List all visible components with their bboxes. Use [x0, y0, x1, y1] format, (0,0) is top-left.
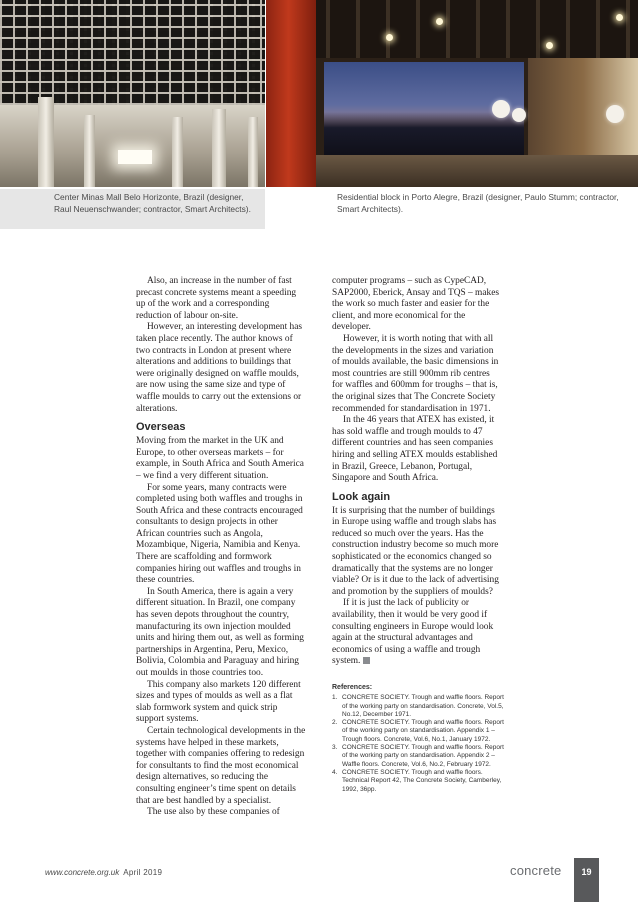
ceiling-lamp-graphic — [436, 18, 443, 25]
photo-center-minas-mall — [0, 0, 265, 187]
reference-item: 4. CONCRETE SOCIETY. Trough and waffle floors. Technical Report 42, The Concrete Society, Camberley, 1992, 36pp. — [332, 768, 502, 793]
paragraph: In the 46 years that ATEX has existed, it has sold waffle and trough moulds to 47 different countries and has seen companies hiring and selling ATEX moulds established in Brazil, Greece, Lebanon, Portugal, Singapore and South Africa. — [332, 415, 498, 484]
section-heading-look-again: Look again — [332, 490, 391, 503]
photo-residential-porto-alegre — [266, 0, 638, 187]
paragraph — [332, 598, 502, 668]
column-graphic — [172, 117, 183, 187]
references-list — [332, 684, 504, 794]
floor-graphic — [316, 155, 638, 187]
references-heading: References: — [332, 684, 373, 691]
paragraph: In South America, there is again a very different situation. In Brazil, one company has seven depots throughout the country, manufacturing its own injection moulded units and hiring them out, as well as forming partnerships in Argentina, Peru, Mexico, Bolivia, Colombia and Paraguay and hiring out moulds in those countries too. — [136, 586, 304, 678]
ceiling-graphic — [266, 0, 638, 58]
ceiling-lamp-graphic — [546, 42, 553, 49]
footer-url-link[interactable]: www.concrete.org.uk — [45, 868, 120, 877]
paragraph: computer programs – such as CypeCAD, SAP2000, Eberick, Ansay and TQS – makes the work so much faster and easier for the client, and more economical for the developer. — [332, 276, 500, 333]
waffle-ceiling-graphic — [0, 0, 265, 105]
paragraph: Also, an increase in the number of fast precast concrete systems meant a speeding up of the work and a corresponding reduction of labour on-site. — [136, 276, 297, 321]
paragraph: For some years, many contracts were completed using both waffles and troughs in South Africa and these contracts encouraged consultants to design projects in other African countries such as Angola, Mozambique, Nigeria, Namibia and Kenya. There are scaffolding and formwork companies hiring out waffles and troughs in these countries. — [136, 482, 303, 586]
column-graphic — [248, 117, 258, 187]
photo-caption-left: Center Minas Mall Belo Horizonte, Brazil (designer, Raul Neuenschwander; contractor, Smart Architects). — [0, 189, 265, 229]
orchid-graphic — [512, 108, 526, 122]
paragraph: The use also by these companies of — [147, 807, 280, 818]
reference-item: 1. CONCRETE SOCIETY. Trough and waffle floors. Report of the working party on standardisation. Concrete, Vol.5, No.12, December 1971. — [332, 694, 504, 718]
article-column-left — [136, 276, 306, 819]
page-number: 19 — [574, 858, 599, 902]
red-column-graphic — [266, 0, 316, 187]
reference-item: 2. CONCRETE SOCIETY. Trough and waffle floors. Report of the working party on standardisation. Appendix 1 – Trough floors. Concrete, Vol.6, No.1, January 1972. — [332, 719, 504, 743]
column-graphic — [84, 115, 95, 187]
article-column-right — [332, 276, 502, 668]
end-of-article-square-icon — [363, 657, 370, 664]
paragraph: However, it is worth noting that with all the developments in the sizes and variation of moulds available, the basic dimensions in most countries are still 900mm rib centres for waffles and 600mm for troughs – that is, the original sizes that The Concrete Society recommended for standardisation in 1971. — [332, 333, 499, 414]
reference-item: 3. CONCRETE SOCIETY. Trough and waffle floors. Report of the working party on standardisation. Appendix 2 – Waffle floors. Concrete, Vol.6, No.2, February 1972. — [332, 744, 504, 768]
paragraph: This company also markets 120 different sizes and types of moulds as well as a flat slab formwork system and quick strip support systems. — [136, 679, 301, 725]
orchid-graphic — [492, 100, 510, 118]
footer-website — [45, 868, 162, 877]
city-skyline-graphic — [324, 112, 524, 157]
daylight-opening-graphic — [118, 150, 152, 164]
footer-brand: concrete — [510, 863, 562, 878]
paragraph: Certain technological developments in the systems have helped in these markets, together with companies offering to redesign for consultants to find the most economical design alternatives, so reducing the consulting engineer’s time spent on details that are best handled by a specialist. — [136, 725, 306, 806]
paragraph: However, an interesting development has taken place recently. The author knows of two contracts in London at present where alterations and additions to buildings that were originally designed on waffle moulds, are now using the same size and type of waffle moulds to carry out the extensions or alterations. — [136, 322, 303, 414]
orchid-graphic — [606, 105, 624, 123]
paragraph: Moving from the market in the UK and Europe, to other overseas markets – for example, in South Africa and South America – we find a very different situation. — [136, 436, 304, 481]
column-graphic — [38, 97, 54, 187]
photo-caption-right: Residential block in Porto Alegre, Brazil (designer, Paulo Stumm; contractor, Smart Architects). — [325, 189, 638, 229]
footer-issue-date: April 2019 — [123, 868, 163, 877]
section-heading-overseas: Overseas — [136, 421, 186, 434]
paragraph-text: If it is just the lack of publicity or availability, then it would be very good if consulting engineers in Europe would look again at the structural advantages and economics of using a waffle and trough system. — [332, 598, 494, 667]
ceiling-lamp-graphic — [616, 14, 623, 21]
paragraph: It is surprising that the number of buildings in Europe using waffle and trough slabs has reduced so much over the years. Has the construction industry become so much more sophisticated or the economics changed so dramatically that the systems are no longer viable? Or is it due to the lack of advertising and promotion by the suppliers of moulds? — [332, 505, 499, 597]
column-graphic — [212, 109, 226, 187]
ceiling-lamp-graphic — [386, 34, 393, 41]
